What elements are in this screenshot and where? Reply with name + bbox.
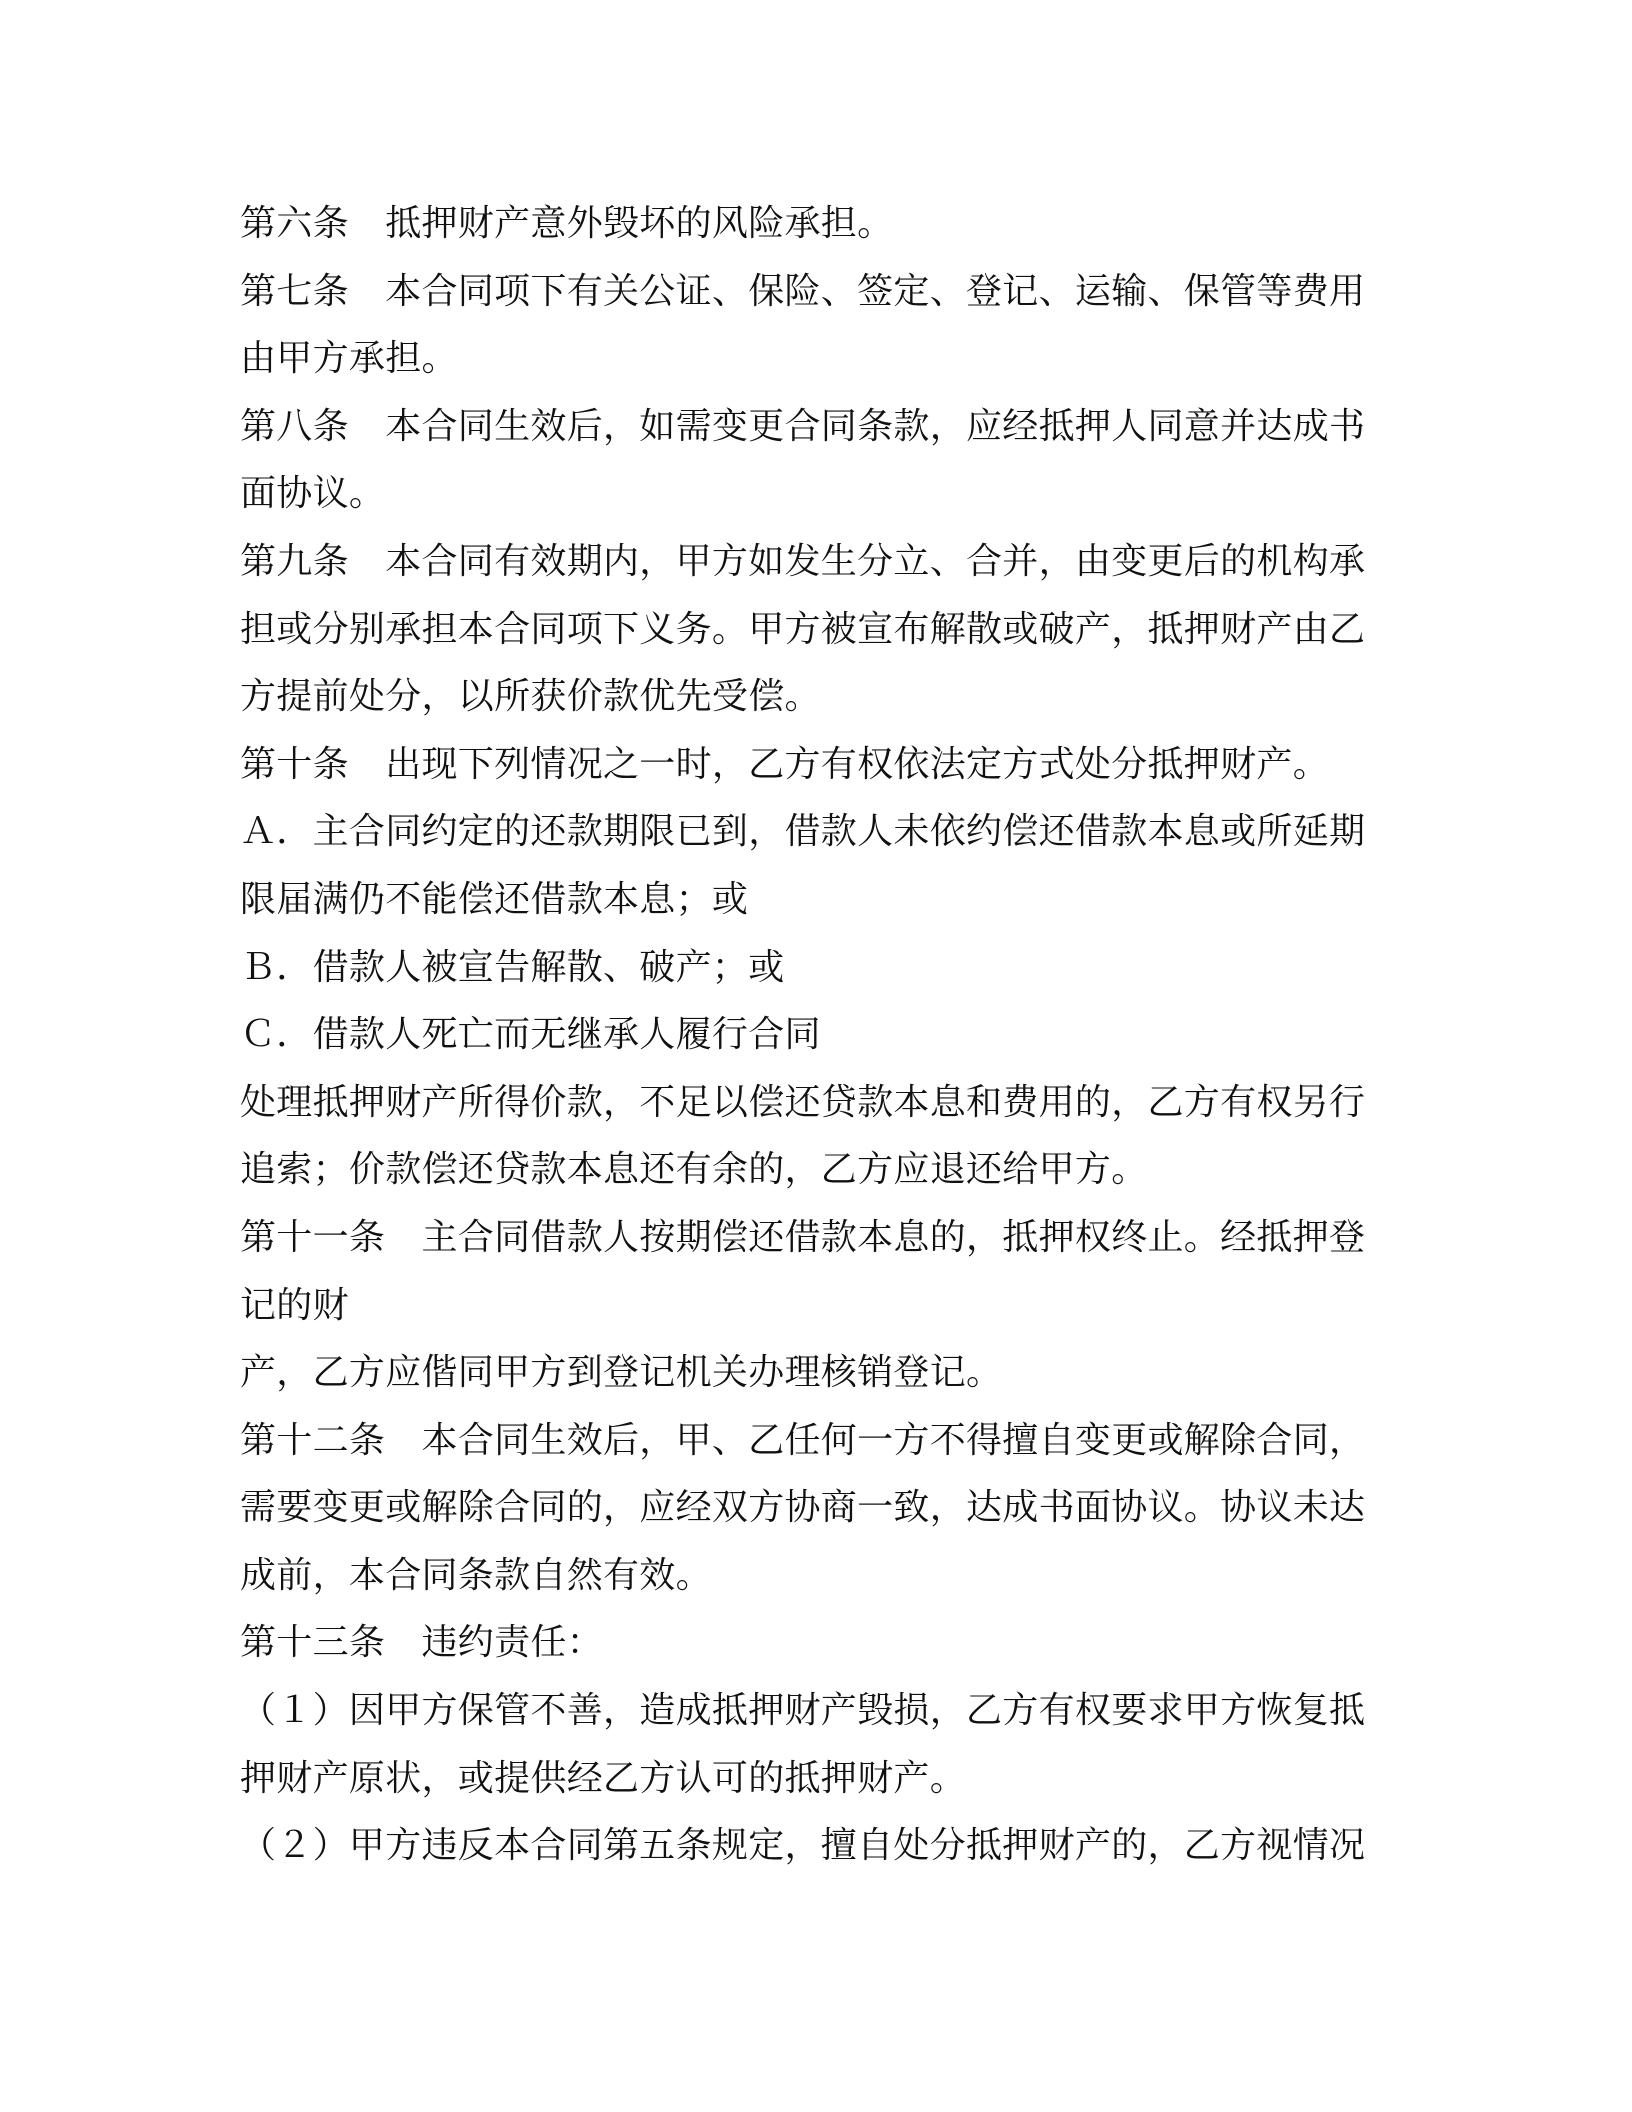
text-line: 押财产原状，或提供经乙方认可的抵押财产。 — [240, 1757, 967, 1799]
text-line: 方提前处分，以所获价款优先受偿。 — [240, 676, 821, 718]
text-line: 第七条 本合同项下有关公证、保险、签定、登记、运输、保管等费用 — [240, 270, 1366, 312]
text-line: 第十条 出现下列情况之一时，乙方有权依法定方式处分抵押财产。 — [240, 743, 1330, 785]
text-line: 第十三条 违约责任： — [240, 1622, 604, 1664]
text-line: 限届满仍不能偿还借款本息；或 — [240, 878, 749, 920]
text-line: Ｃ．借款人死亡而无继承人履行合同 — [240, 1014, 821, 1056]
text-line: （２）甲方违反本合同第五条规定，擅自处分抵押财产的，乙方视情况 — [240, 1825, 1366, 1867]
text-line: Ａ．主合同约定的还款期限已到，借款人未依约偿还借款本息或所延期 — [240, 811, 1366, 853]
text-line: 第六条 抵押财产意外毁坏的风险承担。 — [240, 203, 894, 244]
text-line: 第十二条 本合同生效后，甲、乙任何一方不得擅自变更或解除合同， — [240, 1419, 1366, 1461]
text-line: 成前，本合同条款自然有效。 — [240, 1554, 712, 1596]
text-line: 担或分别承担本合同项下义务。甲方被宣布解散或破产，抵押财产由乙 — [240, 608, 1366, 650]
text-line: 需要变更或解除合同的，应经双方协商一致，达成书面协议。协议未达 — [240, 1487, 1366, 1529]
text-line: 第九条 本合同有效期内，甲方如发生分立、合并，由变更后的机构承 — [240, 540, 1366, 582]
text-line: 追索；价款偿还贷款本息还有余的，乙方应退还给甲方。 — [240, 1149, 1148, 1191]
text-line: Ｂ．借款人被宣告解散、破产；或 — [240, 946, 785, 988]
text-line: 由甲方承担。 — [240, 338, 458, 380]
text-line: 处理抵押财产所得价款，不足以偿还贷款本息和费用的，乙方有权另行 — [240, 1081, 1366, 1123]
text-line: 第十一条 主合同借款人按期偿还借款本息的，抵押权终止。经抵押登 — [240, 1216, 1366, 1258]
text-line: （１）因甲方保管不善，造成抵押财产毁损，乙方有权要求甲方恢复抵 — [240, 1690, 1366, 1732]
text-line: 第八条 本合同生效后，如需变更合同条款，应经抵押人同意并达成书 — [240, 405, 1366, 447]
text-line: 面协议。 — [240, 473, 386, 515]
text-line: 产，乙方应偕同甲方到登记机关办理核销登记。 — [240, 1352, 1003, 1394]
text-line: 记的财 — [240, 1284, 349, 1326]
contract-text — [240, 190, 1400, 1880]
